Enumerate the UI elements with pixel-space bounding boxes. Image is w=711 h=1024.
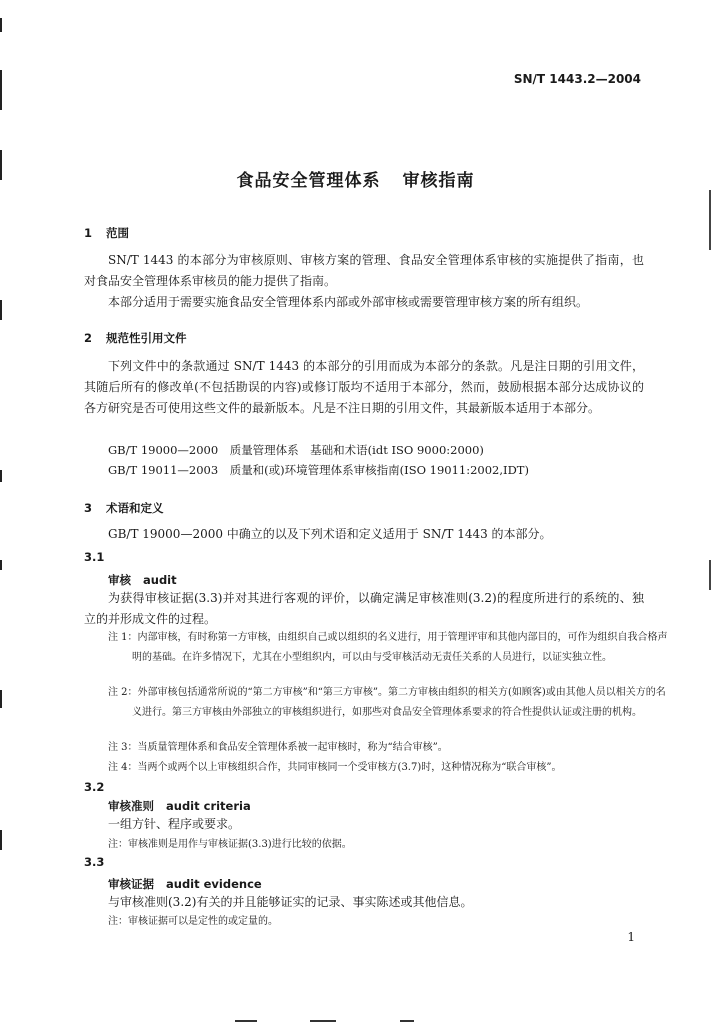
section-number: 1 <box>84 226 93 240</box>
term-chinese: 审核准则 <box>108 799 154 813</box>
definition-audit-evidence: 与审核准则(3.2)有关的并且能够证实的记录、事实陈述或其他信息。 <box>108 895 473 909</box>
section-1-paragraph-2: 本部分适用于需要实施食品安全管理体系内部或外部审核或需要管理审核方案的所有组织。 <box>108 295 589 309</box>
definition-audit: 为获得审核证据(3.3)并对其进行客观的评价，以确定满足审核准则(3.2)的程度所进行的系统的、独立的并形成文件的过程。 <box>84 591 644 626</box>
term-english: audit criteria <box>166 799 251 813</box>
clause-3-2-number: 3.2 <box>84 780 105 794</box>
section-2-paragraph-1: 下列文件中的条款通过 SN/T 1443 的本部分的引用而成为本部分的条款。凡是注日期的引用文件，其随后所有的修改单(不包括勘误的内容)或修订版均不适用于本部分，然而，鼓励根据本部分达成协议的各方研究是否可使用这些文件的最新版本。凡是不注日期的引用文件，其最新版本适用于本部分。 <box>84 359 644 415</box>
note-audit-criteria: 注：审核准则是用作与审核证据(3.3)进行比较的依据。 <box>108 839 352 850</box>
normative-reference-1: GB/T 19000—2000 质量管理体系 基础和术语(idt ISO 9000:2000) <box>108 443 484 457</box>
section-1-heading <box>84 225 129 241</box>
section-number: 3 <box>84 501 93 515</box>
section-title: 术语和定义 <box>106 501 164 515</box>
term-english: audit <box>143 573 177 587</box>
section-1-paragraph-1: SN/T 1443 的本部分为审核原则、审核方案的管理、食品安全管理体系审核的实施提供了指南，也对食品安全管理体系审核员的能力提供了指南。 <box>84 253 644 288</box>
title-part-1: 食品安全管理体系 <box>236 171 381 191</box>
document-title <box>0 166 711 191</box>
term-chinese: 审核 <box>108 573 131 587</box>
left-margin-scan-marks <box>0 0 6 1024</box>
bottom-scan-marks <box>0 1016 711 1022</box>
clause-3-1-number: 3.1 <box>84 550 105 564</box>
title-part-2: 审核指南 <box>402 171 475 191</box>
section-number: 2 <box>84 331 93 345</box>
term-chinese: 审核证据 <box>108 877 154 891</box>
term-audit-evidence <box>108 876 262 892</box>
section-title: 范围 <box>106 226 129 240</box>
note-4: 注 4：当两个或两个以上审核组织合作，共同审核同一个受审核方(3.7)时，这种情况称为“联合审核”。 <box>108 762 562 773</box>
term-audit-criteria <box>108 798 251 814</box>
note-2: 注 2：外部审核包括通常所说的“第二方审核”和“第三方审核”。第二方审核由组织的相关方(如顾客)或由其他人员以相关方的名义进行。第三方审核由外部独立的审核组织进行，如那些对食品安全管理体系要求的符合性提供认证或注册的机构。 <box>108 687 666 718</box>
page-number: 1 <box>627 930 635 944</box>
note-3: 注 3：当质量管理体系和食品安全管理体系被一起审核时，称为“结合审核”。 <box>108 742 448 753</box>
term-english: audit evidence <box>166 877 262 891</box>
definition-audit-criteria: 一组方针、程序或要求。 <box>108 817 241 831</box>
standard-number: SN/T 1443.2—2004 <box>513 72 641 86</box>
note-1: 注 1：内部审核，有时称第一方审核，由组织自己或以组织的名义进行，用于管理评审和其他内部目的，可作为组织自我合格声明的基础。在许多情况下，尤其在小型组织内，可以由与受审核活动无责任关系的人员进行，以证实独立性。 <box>108 632 668 663</box>
normative-reference-2: GB/T 19011—2003 质量和(或)环境管理体系审核指南(ISO 19011:2002,IDT) <box>108 463 529 477</box>
section-2-heading <box>84 330 187 346</box>
note-audit-evidence: 注：审核证据可以是定性的或定量的。 <box>108 916 278 927</box>
term-audit <box>108 572 177 588</box>
section-3-heading <box>84 500 164 516</box>
section-title: 规范性引用文件 <box>106 331 187 345</box>
clause-3-3-number: 3.3 <box>84 855 105 869</box>
section-3-paragraph-1: GB/T 19000—2000 中确立的以及下列术语和定义适用于 SN/T 1443 的本部分。 <box>108 527 552 541</box>
